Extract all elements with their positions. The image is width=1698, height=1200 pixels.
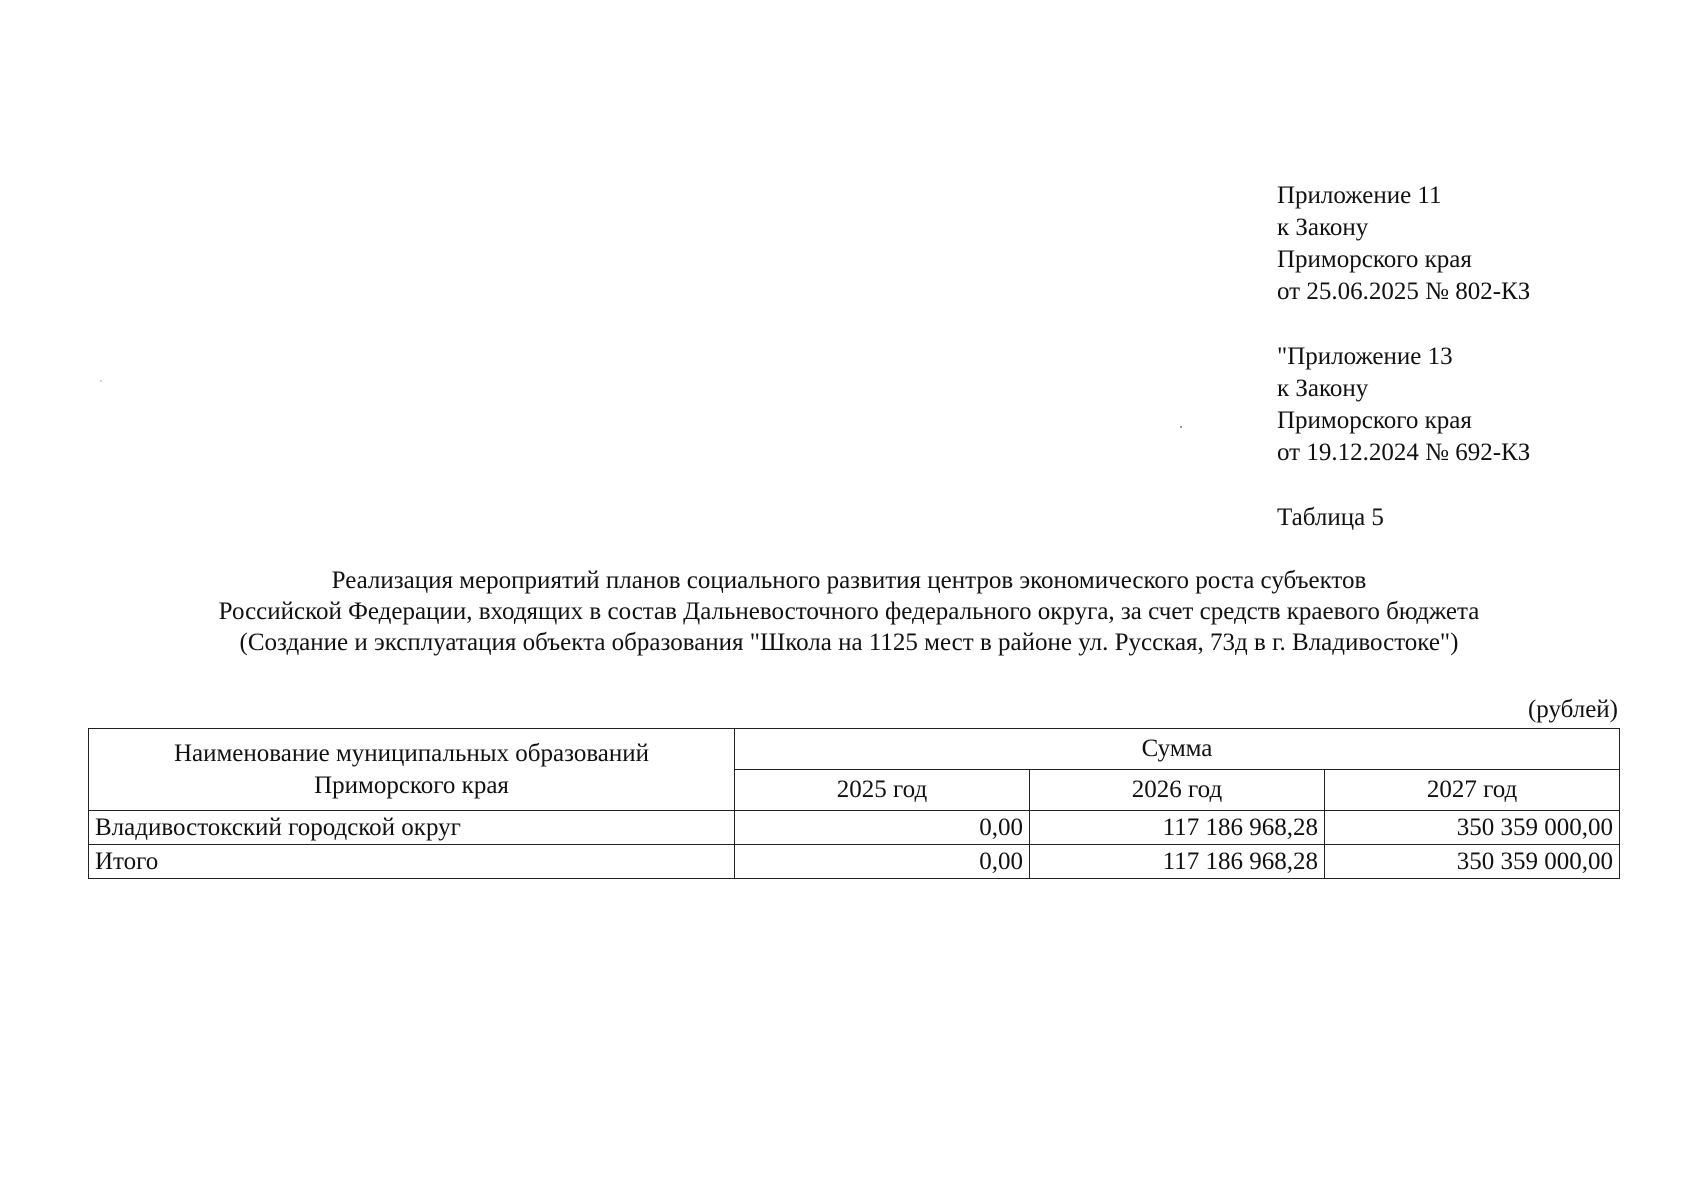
quoted-appendix-line: от 19.12.2024 № 692-КЗ [1277, 439, 1531, 466]
header-year-2025: 2025 год [735, 770, 1030, 811]
units-label: (рублей) [1527, 696, 1618, 723]
header-municipality [89, 729, 735, 811]
table-row [89, 811, 1620, 845]
total-value-2026: 117 186 968,28 [1030, 845, 1325, 879]
quoted-appendix-header [1277, 341, 1530, 469]
table-label: Таблица 5 [1277, 504, 1384, 531]
header-sum: Сумма [735, 729, 1620, 770]
total-value-2025: 0,00 [735, 845, 1030, 879]
quoted-appendix-line: Приморского края [1277, 407, 1472, 434]
quoted-appendix-line: к Закону [1277, 375, 1369, 402]
appendix-line: к Закону [1277, 214, 1369, 241]
title-line: Реализация мероприятий планов социального развития центров экономического роста субъектов [331, 567, 1367, 594]
scan-speck [100, 380, 102, 382]
scan-speck [1180, 426, 1182, 428]
appendix-line: Приморского края [1277, 246, 1472, 273]
title-line: (Создание и эксплуатация объекта образования "Школа на 1125 мест в районе ул. Русская, 73д в г. Владивостоке") [239, 629, 1459, 656]
total-name: Итого [89, 845, 735, 879]
budget-table [88, 728, 1620, 879]
appendix-line: от 25.06.2025 № 802-КЗ [1277, 278, 1531, 305]
document-title [0, 565, 1698, 658]
appendix-line: Приложение 11 [1277, 182, 1442, 209]
quoted-appendix-line: "Приложение 13 [1277, 343, 1453, 370]
header-municipality-line1: Наименование муниципальных образований [173, 739, 650, 767]
title-line: Российской Федерации, входящих в состав Дальневосточного федерального округа, за счет средств краевого бюджета [218, 598, 1480, 625]
table-total-row [89, 845, 1620, 879]
row-value-2025: 0,00 [735, 811, 1030, 845]
row-value-2027: 350 359 000,00 [1325, 811, 1620, 845]
header-year-2026: 2026 год [1030, 770, 1325, 811]
header-year-2027: 2027 год [1325, 770, 1620, 811]
header-municipality-line2: Приморского края [314, 771, 509, 799]
row-value-2026: 117 186 968,28 [1030, 811, 1325, 845]
row-name: Владивостокский городской округ [89, 811, 735, 845]
table-header-row [89, 729, 1620, 770]
total-value-2027: 350 359 000,00 [1325, 845, 1620, 879]
appendix-header [1277, 180, 1530, 308]
table-number [1277, 502, 1384, 534]
